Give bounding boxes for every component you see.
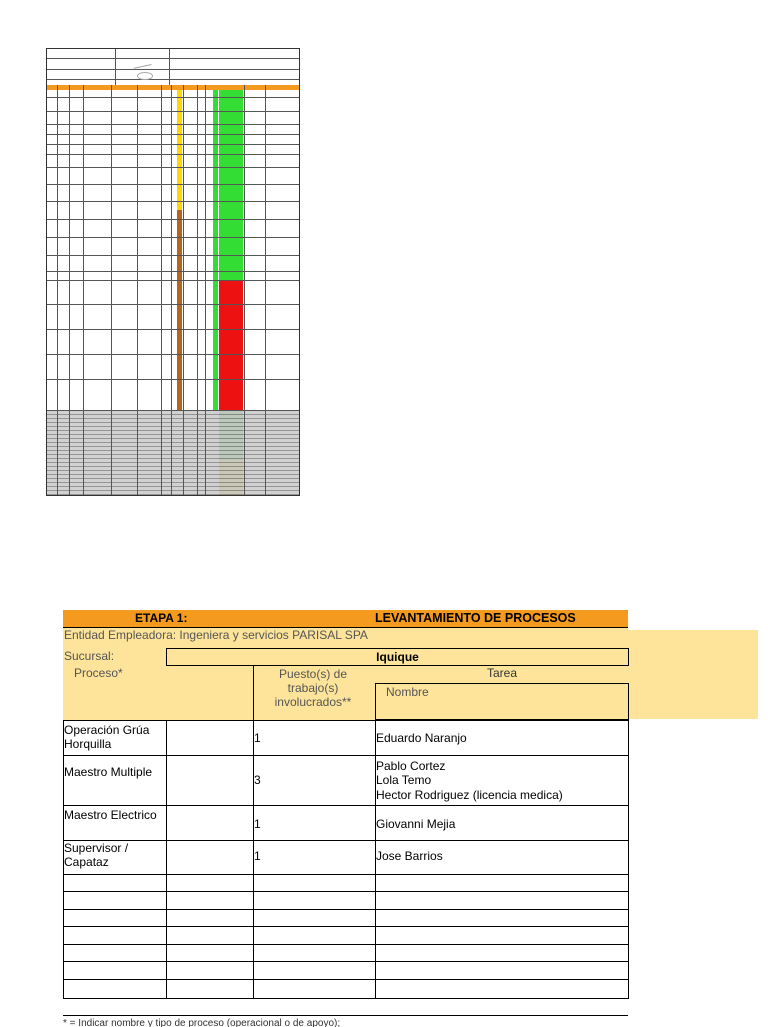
name-cell-2b: Lola Temo: [376, 773, 432, 787]
footnote: * = Indicar nombre y tipo de proceso (operacional o de apoyo);: [63, 1015, 628, 1027]
name-cell-2a: Pablo Cortez: [376, 759, 446, 773]
count-cell-1: 1: [254, 731, 261, 745]
process-cell-3: Maestro Electrico: [64, 808, 157, 822]
task-header: Tarea: [486, 666, 518, 680]
count-cell-3: 1: [254, 817, 261, 831]
process-cell-2: Maestro Multiple: [64, 765, 153, 779]
branch-label: Sucursal:: [64, 649, 115, 663]
process-cell-4: Supervisor / Capataz: [64, 841, 129, 869]
stage-title: LEVANTAMIENTO DE PROCESOS: [375, 611, 576, 625]
name-header: Nombre: [386, 685, 429, 699]
stage-label: ETAPA 1:: [135, 611, 188, 625]
count-cell-4: 1: [254, 849, 261, 863]
name-header-box: [375, 683, 629, 720]
header-overflow-bg: [628, 630, 758, 719]
name-cell-2c: Hector Rodriguez (licencia medica): [376, 788, 563, 802]
branch-value: Iquique: [376, 650, 419, 664]
name-cell-4: Jose Barrios: [376, 849, 443, 863]
name-cell-3: Giovanni Mejia: [376, 817, 456, 831]
employer-text: Entidad Empleadora: Ingeniera y servicios PARISAL SPA: [64, 628, 368, 642]
name-cell-1: Eduardo Naranjo: [376, 731, 467, 745]
process-cell-1: Operación Grúa Horquilla: [64, 723, 150, 751]
positions-header: Puesto(s) de trabajo(s) involucrados**: [274, 667, 352, 709]
count-cell-2: 3: [254, 773, 261, 787]
stage-header-bar: [63, 610, 628, 628]
process-header: Proceso*: [74, 666, 123, 680]
